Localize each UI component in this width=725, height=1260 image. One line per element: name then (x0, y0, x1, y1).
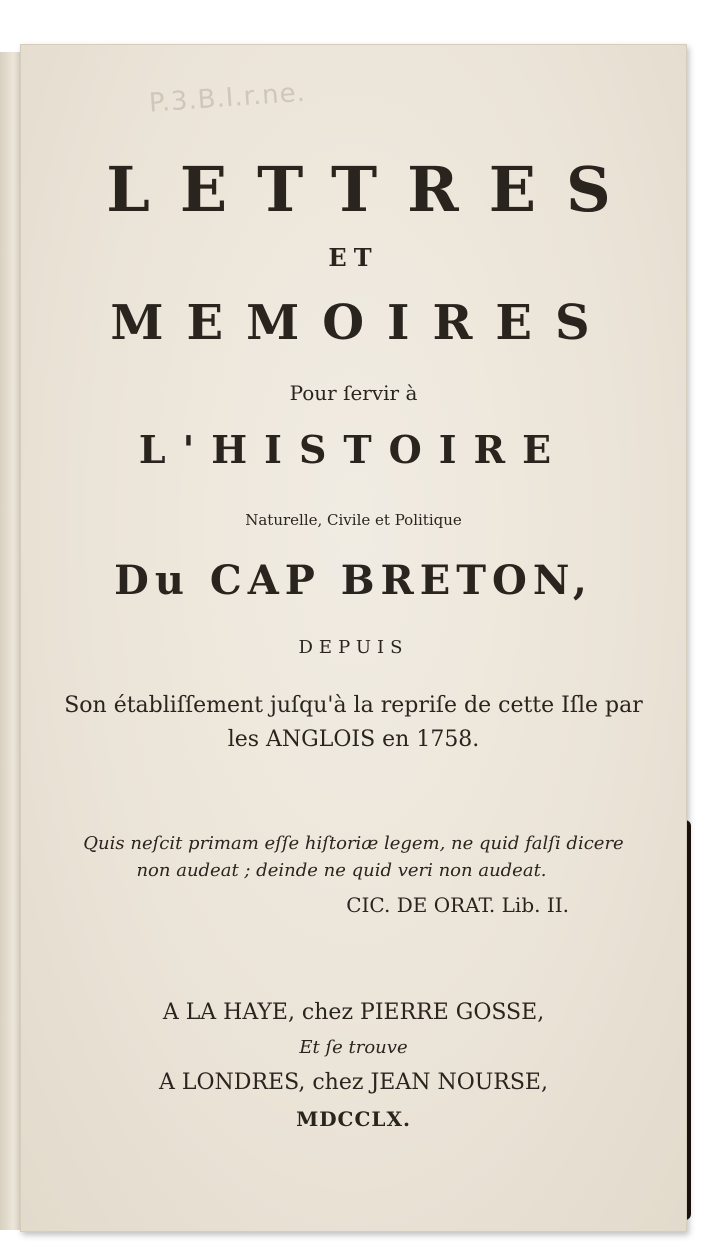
pencil-note: P.3.B.I.r.ne. (148, 77, 307, 119)
epigraph-source: CIC. DE ORAT. Lib. II. (346, 893, 569, 917)
imprint-et-se-trouve: Et ſe trouve (299, 1037, 408, 1058)
title-et: ET (328, 243, 379, 272)
title-depuis: DEPUIS (298, 637, 409, 658)
imprint-londres: A LONDRES, chez JEAN NOURSE, (159, 1070, 548, 1095)
epigraph-line-1: Quis neſcit primam eſſe hiſtoriæ legem, ne quid falſi dicere (83, 833, 624, 854)
title-anglois: les ANGLOIS en 1758. (227, 727, 480, 752)
title-lettres: LETTRES (106, 153, 641, 226)
title-memoires: MEMOIRES (110, 295, 613, 351)
title-etablissement: Son établiſſement juſqu'à la repriſe de cette Iſle par (64, 693, 643, 718)
imprint-date: MDCCLX. (296, 1107, 411, 1131)
title-pour-servir: Pour ſervir à (289, 381, 418, 405)
title-page (20, 44, 687, 1232)
title-naturelle: Naturelle, Civile et Politique (245, 511, 462, 529)
title-cap-breton: Du CAP BRETON, (114, 557, 593, 604)
title-histoire: L'HISTOIRE (138, 427, 569, 472)
imprint-la-haye: A LA HAYE, chez PIERRE GOSSE, (162, 1000, 545, 1025)
epigraph-line-2: non audeat ; deinde ne quid veri non audeat. (136, 860, 547, 881)
